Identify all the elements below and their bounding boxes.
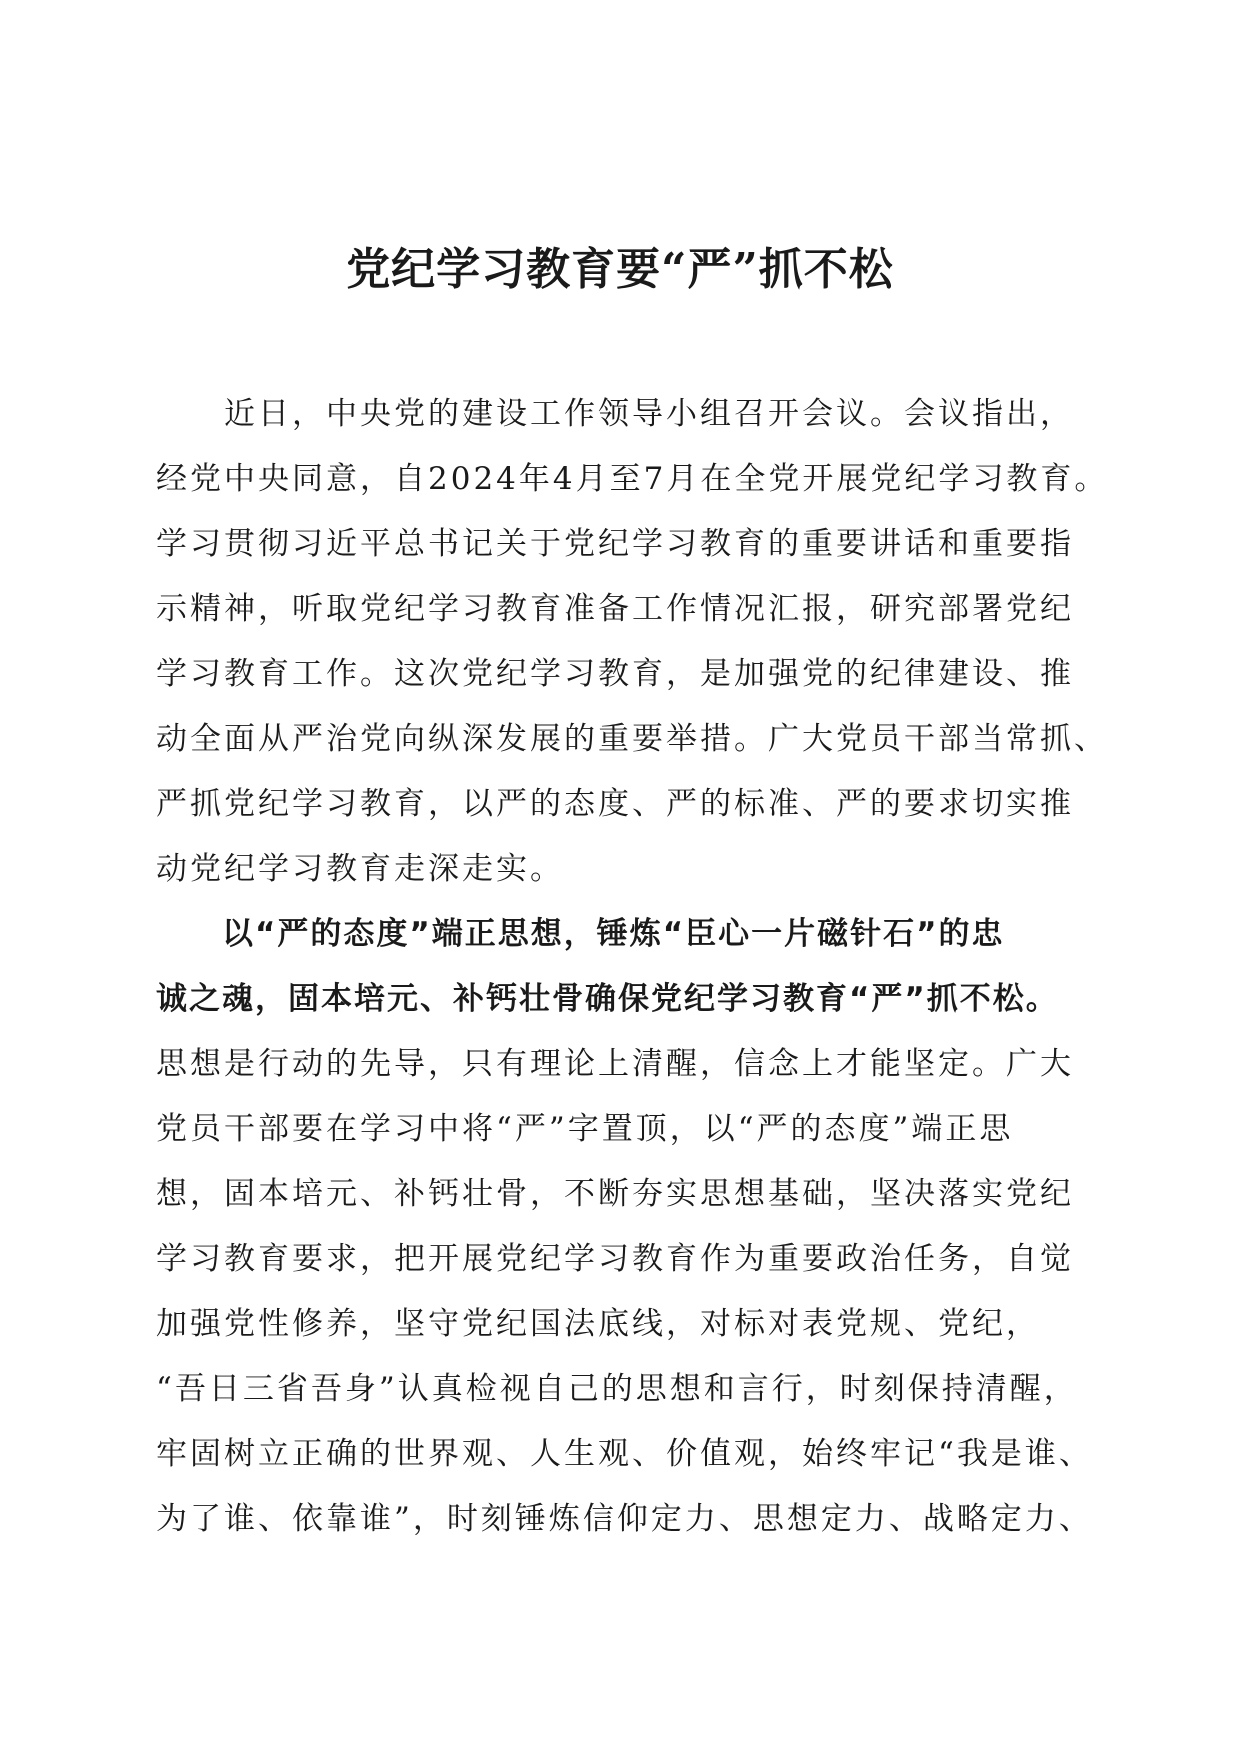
body-line-7: 严抓党纪学习教育，以严的态度、严的标准、严的要求切实推 [156,786,1074,822]
body-line-5: 学习教育工作。这次党纪学习教育，是加强党的纪律建设、推 [156,656,1074,692]
body-line-15: 加强党性修养，坚守党纪国法底线，对标对表党规、党纪， [156,1306,1040,1342]
body-line-13: 想，固本培元、补钙壮骨，不断夯实思想基础，坚决落实党纪 [156,1176,1074,1212]
body-line-3: 学习贯彻习近平总书记关于党纪学习教育的重要讲话和重要指 [156,526,1074,562]
section-heading-line-2: 诚之魂，固本培元、补钙壮骨确保党纪学习教育“严”抓不松。 [156,981,1059,1017]
body-line-17: 牢固树立正确的世界观、人生观、价值观，始终牢记“我是谁、 [156,1436,1093,1472]
document-title: 党纪学习教育要“严”抓不松 [346,244,894,295]
body-line-8: 动党纪学习教育走深走实。 [156,851,564,887]
body-line-1: 近日，中央党的建设工作领导小组召开会议。会议指出， [156,396,1074,432]
body-line-6: 动全面从严治党向纵深发展的重要举措。广大党员干部当常抓、 [156,721,1108,757]
body-line-12: 党员干部要在学习中将“严”字置顶，以“严的态度”端正思 [156,1111,1014,1147]
body-line-14: 学习教育要求，把开展党纪学习教育作为重要政治任务，自觉 [156,1241,1074,1277]
body-line-4: 示精神，听取党纪学习教育准备工作情况汇报，研究部署党纪 [156,591,1074,627]
body-line-18: 为了谁、依靠谁”，时刻锤炼信仰定力、思想定力、战略定力、 [156,1501,1093,1537]
body-line-2: 经党中央同意，自2024年4月至7月在全党开展党纪学习教育。 [156,461,1109,497]
section-heading-line-1: 以“严的态度”端正思想，锤炼“臣心一片磁针石”的忠 [156,916,1005,952]
body-line-16: “吾日三省吾身”认真检视自己的思想和言行，时刻保持清醒， [156,1371,1078,1407]
body-line-11: 思想是行动的先导，只有理论上清醒，信念上才能坚定。广大 [156,1046,1074,1082]
